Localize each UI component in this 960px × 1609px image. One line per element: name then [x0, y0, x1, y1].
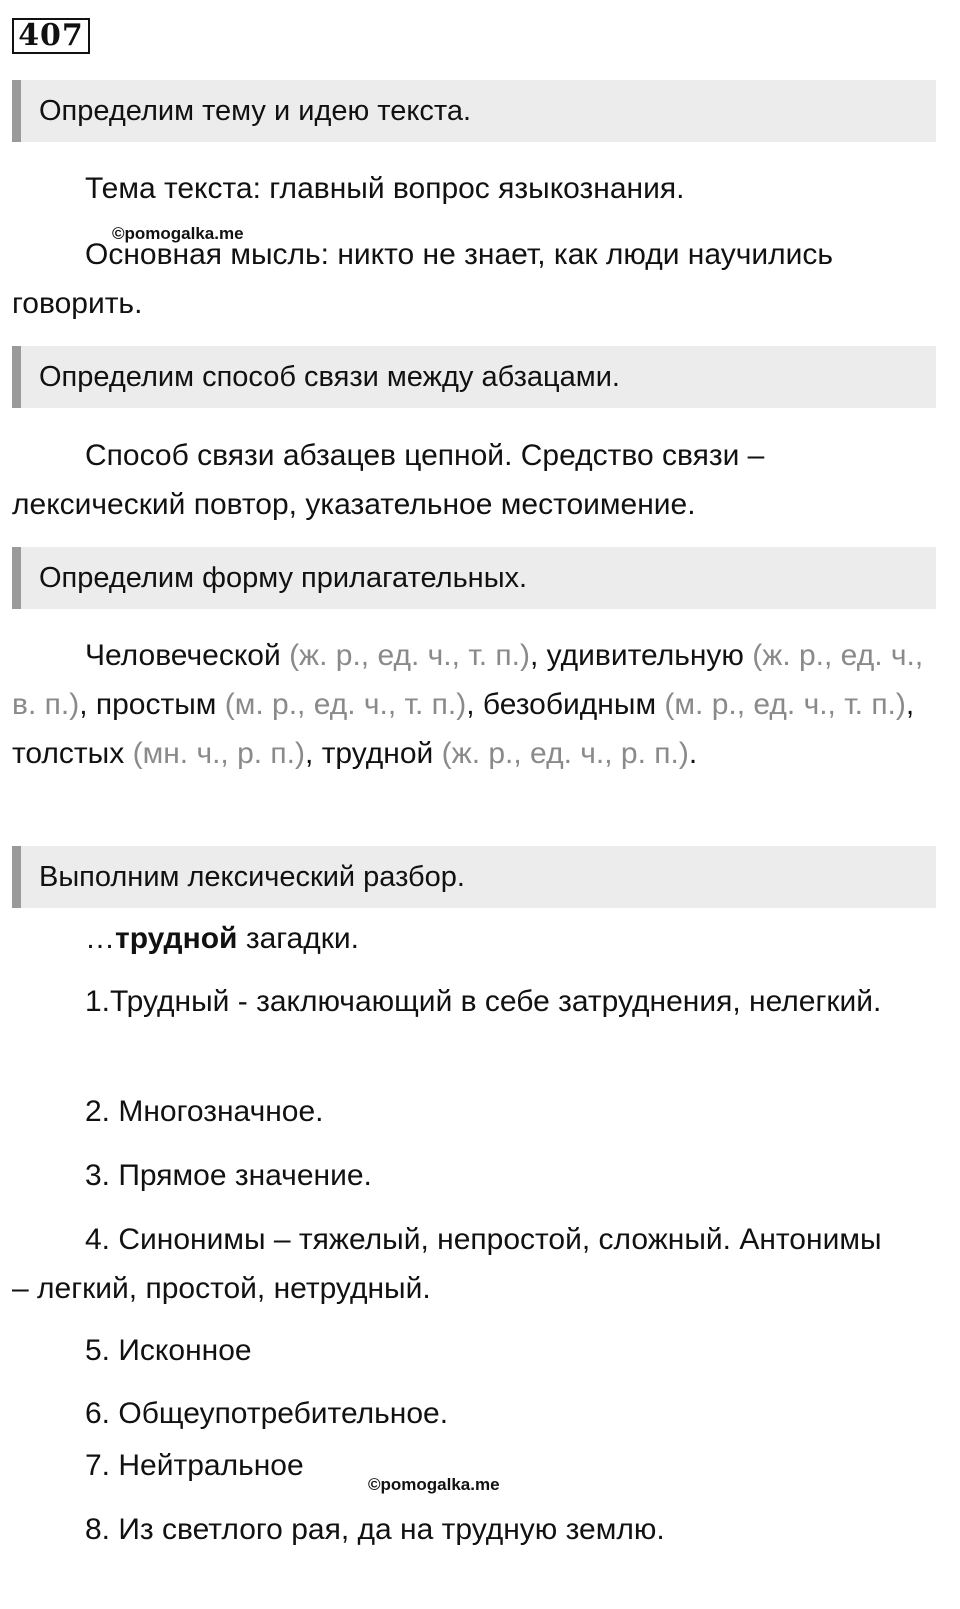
lex-target-word: трудной — [115, 922, 238, 955]
section-header-lexical: Выполним лексический разбор. — [12, 846, 936, 908]
adj-word: безобидным — [482, 688, 657, 721]
link-text: Способ связи абзацев цепной. Средство связи – лексический повтор, указательное местоимение. — [12, 439, 765, 521]
adj-form: (ж. р., ед. ч., в. п.) — [12, 639, 924, 721]
adj-sep: , — [466, 688, 483, 721]
adj-word: трудной — [321, 737, 434, 770]
adj-sep: , — [79, 688, 96, 721]
adj-form: (ж. р., ед. ч., р. п.) — [441, 737, 689, 770]
lex-item-6: 6. Общеупотребительное. — [85, 1397, 449, 1430]
watermark-top: ©pomogalka.me — [112, 224, 244, 243]
adj-word: Человеческой — [85, 639, 281, 672]
adj-form: (м. р., ед. ч., т. п.) — [224, 688, 467, 721]
lex-item-7: 7. Нейтральное — [85, 1449, 304, 1482]
adj-word: толстых — [12, 737, 125, 770]
adj-sep: , — [305, 737, 322, 770]
lex-item-1: 1.Трудный - заключающий в себе затруднения, нелегкий. — [85, 985, 882, 1018]
adj-word: удивительную — [546, 639, 744, 672]
watermark-bottom: ©pomogalka.me — [368, 1475, 500, 1494]
theme-idea-text: Основная мысль: никто не знает, как люди научились говорить. — [12, 238, 833, 320]
lex-item-2: 2. Многозначное. — [85, 1095, 324, 1128]
adj-sep: , — [905, 688, 915, 721]
adj-sep: , — [529, 639, 547, 672]
section-header-theme: Определим тему и идею текста. — [12, 80, 936, 142]
lex-item-3: 3. Прямое значение. — [85, 1159, 372, 1192]
adj-form: (м. р., ед. ч., т. п.) — [664, 688, 906, 721]
lex-prefix: … — [85, 922, 115, 955]
adj-word: простым — [95, 688, 217, 721]
section-header-link: Определим способ связи между абзацами. — [12, 346, 936, 408]
lex-item-8: 8. Из светлого рая, да на трудную землю. — [85, 1513, 665, 1546]
lexical-phrase — [12, 914, 932, 963]
section-header-adjectives: Определим форму прилагательных. — [12, 547, 936, 609]
lex-rest: загадки. — [237, 922, 359, 955]
adj-sep: . — [688, 737, 698, 770]
adj-form: (мн. ч., р. п.) — [132, 737, 306, 770]
lex-item-5: 5. Исконное — [85, 1334, 252, 1367]
task-number-box: 407 — [12, 18, 90, 54]
adj-form: (ж. р., ед. ч., т. п.) — [289, 639, 530, 672]
lex-item-4: 4. Синонимы – тяжелый, непростой, сложный. Антонимы – легкий, простой, нетрудный. — [12, 1223, 882, 1305]
theme-topic-text: Тема текста: главный вопрос языкознания. — [85, 172, 685, 205]
adjectives-paragraph — [12, 631, 937, 778]
